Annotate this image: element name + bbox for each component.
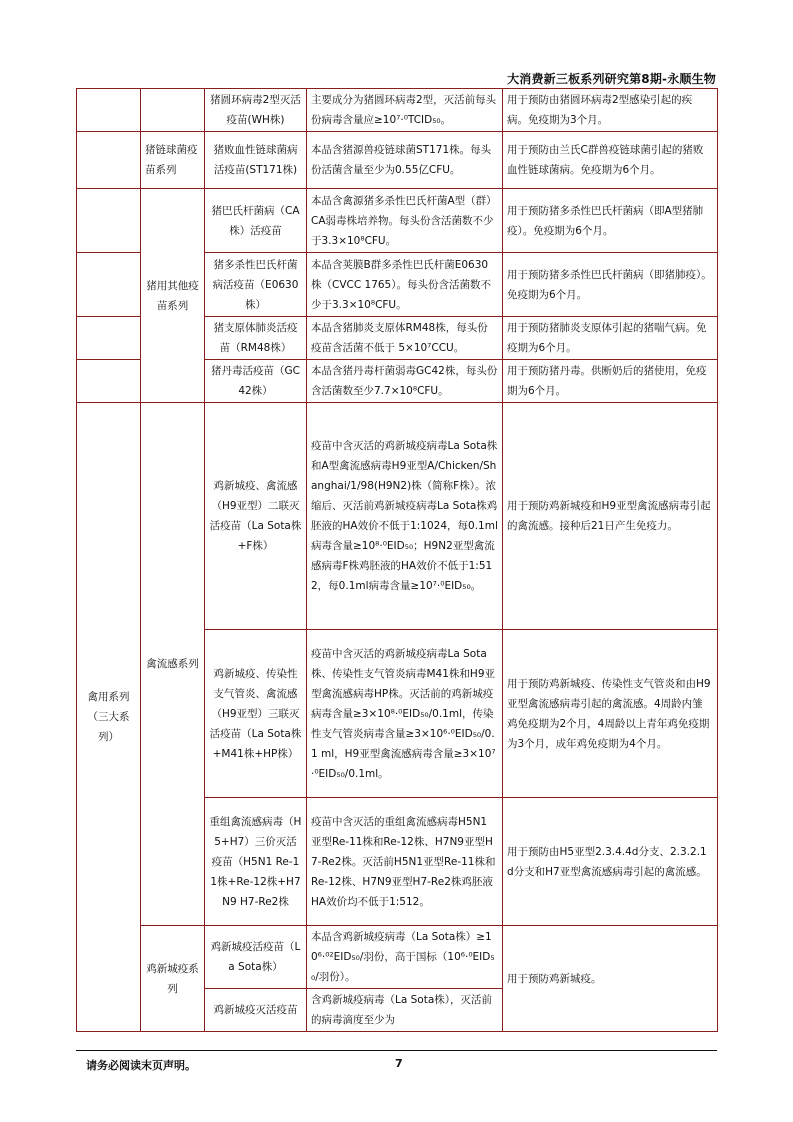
blank-cell: [77, 253, 141, 317]
product-use: 用于预防由猪圆环病毒2型感染引起的疾病。免疫期为3个月。: [503, 89, 718, 132]
product-ingredient: 疫苗中含灭活的鸡新城疫病毒La Sota株和A型禽流感病毒H9亚型A/Chicken/Shanghai/1/98(H9N2)株（简称F株）。浓缩后、灭活前鸡新城疫病毒La Sota株鸡胚液的HA效价不低于1:1024，每0.1ml病毒含量≥10⁸·⁰EID₅₀；H9N2亚型禽流感病毒F株鸡胚液的HA效价不低于1:512，每0.1ml病毒含量≥10⁷·⁰EID₅₀。: [307, 403, 503, 630]
product-name: 猪支原体肺炎活疫苗（RM48株）: [205, 317, 307, 360]
subcategory-cell: 猪用其他疫苗系列: [141, 189, 205, 403]
blank-cell: [77, 317, 141, 360]
blank-cell: [77, 132, 141, 189]
product-ingredient: 含鸡新城疫病毒（La Sota株），灭活前的病毒滴度至少为: [307, 989, 503, 1032]
product-ingredient: 本品含猪源兽疫链球菌ST171株。每头份活菌含量至少为0.55亿CFU。: [307, 132, 503, 189]
blank-cell: [77, 89, 141, 132]
vaccine-product-table: [76, 88, 718, 1032]
product-ingredient: 主要成分为猪圆环病毒2型，灭活前每头份病毒含量应≥10⁷·⁰TCID₅₀。: [307, 89, 503, 132]
table-row: [77, 926, 718, 989]
blank-cell: [77, 189, 141, 253]
product-use: 用于预防猪多杀性巴氏杆菌病（即猪肺疫）。免疫期为6个月。: [503, 253, 718, 317]
product-use: 用于预防猪肺炎支原体引起的猪喘气病。免疫期为6个月。: [503, 317, 718, 360]
product-name: 猪圆环病毒2型灭活疫苗(WH株): [205, 89, 307, 132]
product-use: 用于预防由H5亚型2.3.4.4d分支、2.3.2.1d分支和H7亚型禽流感病毒引起的禽流感。: [503, 798, 718, 926]
table-row: [77, 89, 718, 132]
product-name: 鸡新城疫灭活疫苗: [205, 989, 307, 1032]
product-name: 鸡新城疫、传染性支气管炎、禽流感（H9亚型）三联灭活疫苗（La Sota株+M41株+HP株）: [205, 630, 307, 798]
product-ingredient: 本品含鸡新城疫病毒（La Sota株）≥10⁶·⁰²EID₅₀/羽份，高于国标（10⁶·⁰EID₅₀/羽份）。: [307, 926, 503, 989]
product-name: 猪巴氏杆菌病（CA株）活疫苗: [205, 189, 307, 253]
blank-cell: [77, 360, 141, 403]
product-ingredient: 疫苗中含灭活的鸡新城疫病毒La Sota株、传染性支气管炎病毒M41株和H9亚型禽流感病毒HP株。灭活前的鸡新城疫病毒含量≥3×10⁸·⁰EID₅₀/0.1ml，传染性支气管炎病毒含量≥3×10⁶·⁰EID₅₀/0.1 ml，H9亚型禽流感病毒含量≥3×10⁷·⁰EID₅₀/0.1ml。: [307, 630, 503, 798]
product-use: 用于预防由兰氏C群兽疫链球菌引起的猪败血性链球菌病。免疫期为6个月。: [503, 132, 718, 189]
page-number: 7: [395, 1057, 403, 1070]
product-ingredient: 疫苗中含灭活的重组禽流感病毒H5N1 亚型Re-11株和Re-12株、H7N9亚型H7-Re2株。灭活前H5N1亚型Re-11株和Re-12株、H7N9亚型H7-Re2株鸡胚液HA效价均不低于1:512。: [307, 798, 503, 926]
product-use: 用于预防猪多杀性巴氏杆菌病（即A型猪肺疫）。免疫期为6个月。: [503, 189, 718, 253]
product-ingredient: 本品含猪丹毒杆菌弱毒GC42株，每头份含活菌数至少7.7×10⁸CFU。: [307, 360, 503, 403]
product-ingredient: 本品含荚膜B群多杀性巴氏杆菌E0630株（CVCC 1765）。每头份含活菌数不少于3.3×10⁸CFU。: [307, 253, 503, 317]
table-row: [77, 189, 718, 253]
subcategory-cell: 猪链球菌疫苗系列: [141, 132, 205, 189]
product-use: 用于预防鸡新城疫。: [503, 926, 718, 1032]
product-name: 猪败血性链球菌病活疫苗(ST171株): [205, 132, 307, 189]
product-use: 用于预防猪丹毒。供断奶后的猪使用，免疫期为6个月。: [503, 360, 718, 403]
product-use: 用于预防鸡新城疫、传染性支气管炎和由H9亚型禽流感病毒引起的禽流感。4周龄内雏鸡免疫期为2个月，4周龄以上青年鸡免疫期为3个月，成年鸡免疫期为4个月。: [503, 630, 718, 798]
category-cell: 禽用系列（三大系列）: [77, 403, 141, 1032]
footer-divider: [76, 1050, 717, 1051]
table-row: [77, 132, 718, 189]
subcategory-cell: 禽流感系列: [141, 403, 205, 926]
table-row: [77, 403, 718, 630]
product-name: 鸡新城疫活疫苗（La Sota株）: [205, 926, 307, 989]
blank-cell: [141, 89, 205, 132]
product-use: 用于预防鸡新城疫和H9亚型禽流感病毒引起的禽流感。接种后21日产生免疫力。: [503, 403, 718, 630]
product-name: 猪多杀性巴氏杆菌病活疫苗（E0630株）: [205, 253, 307, 317]
product-name: 鸡新城疫、禽流感（H9亚型）二联灭活疫苗（La Sota株+F株）: [205, 403, 307, 630]
report-header-title: 大消费新三板系列研究第8期-永顺生物: [507, 72, 716, 86]
product-ingredient: 本品含猪肺炎支原体RM48株，每头份疫苗含活菌不低于 5×10⁷CCU。: [307, 317, 503, 360]
product-name: 重组禽流感病毒（H5+H7）三价灭活疫苗（H5N1 Re-11株+Re-12株+H7N9 H7-Re2株: [205, 798, 307, 926]
product-name: 猪丹毒活疫苗（GC42株）: [205, 360, 307, 403]
product-ingredient: 本品含禽源猪多杀性巴氏杆菌A型（群）CA弱毒株培养物。每头份含活菌数不少于3.3×10⁸CFU。: [307, 189, 503, 253]
disclaimer-note: 请务必阅读末页声明。: [86, 1059, 196, 1072]
subcategory-cell: 鸡新城疫系列: [141, 926, 205, 1032]
